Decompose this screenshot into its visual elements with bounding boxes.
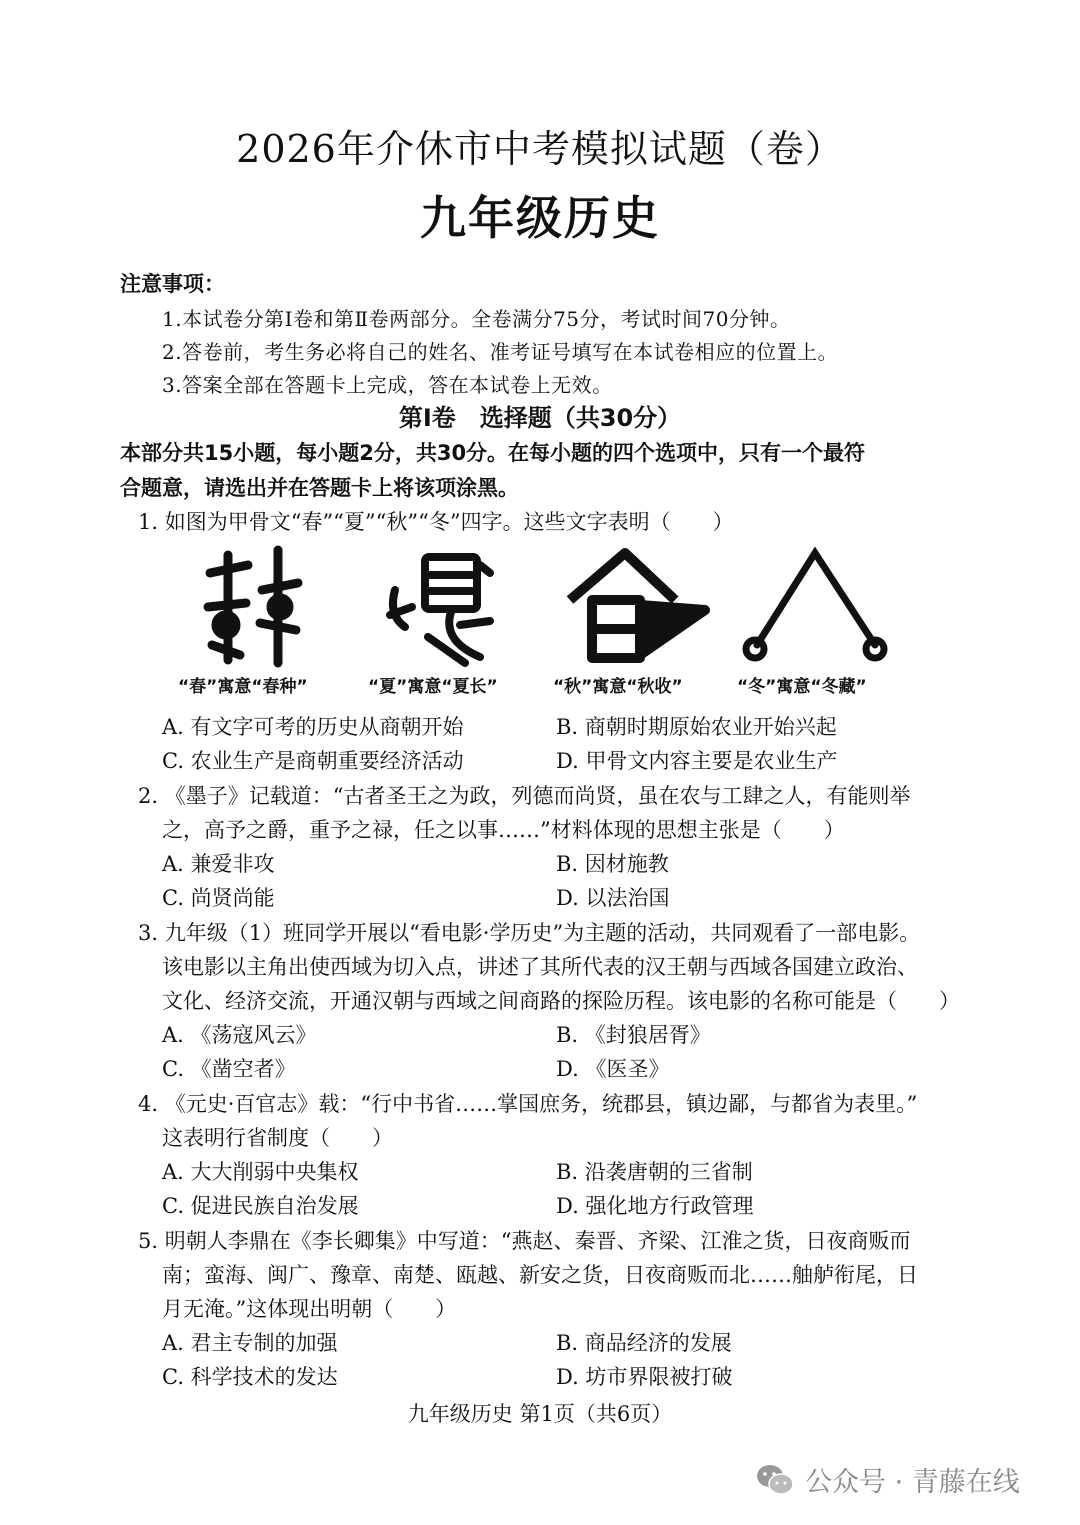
question-5-option: C. 科学技术的发达 — [162, 1365, 338, 1389]
question-2-option: B. 因材施教 — [556, 852, 669, 876]
watermark-text: 公众号 · 青藤在线 — [805, 1467, 1020, 1498]
question-4-stem: 这表明行省制度（ ） — [162, 1126, 393, 1150]
question-3-option: D. 《医圣》 — [556, 1057, 670, 1081]
glyph-caption: “秋”寓意“秋收” — [553, 677, 683, 697]
section-intro: 本部分共15小题，每小题2分，共30分。在每小题的四个选项中，只有一个最符 — [120, 441, 866, 465]
notice-item: 2.答卷前，考生务必将自己的姓名、准考证号填写在本试卷相应的位置上。 — [162, 340, 839, 364]
exam-title: 2026年介休市中考模拟试题（卷） — [236, 127, 844, 171]
wechat-icon — [755, 1462, 795, 1498]
question-3-option: A. 《荡寇风云》 — [162, 1023, 317, 1047]
question-5-option: B. 商品经济的发展 — [556, 1331, 732, 1355]
oracle-spring-glyph — [208, 550, 298, 663]
question-1-option: D. 甲骨文内容主要是农业生产 — [556, 749, 838, 773]
question-5-option: D. 坊市界限被打破 — [556, 1365, 733, 1389]
question-2-option: D. 以法治国 — [556, 886, 670, 910]
question-5-stem: 南；蛮海、闽广、豫章、南楚、瓯越、新安之货，日夜商贩而北……舳舻衔尾，日 — [162, 1263, 918, 1287]
question-4-option: B. 沿袭唐朝的三省制 — [556, 1160, 753, 1184]
watermark — [755, 1460, 1020, 1499]
section-title: 第Ⅰ卷 选择题（共30分） — [398, 404, 682, 432]
question-2-option: C. 尚贤尚能 — [162, 886, 275, 910]
question-1-option: C. 农业生产是商朝重要经济活动 — [162, 749, 464, 773]
notice-heading: 注意事项： — [120, 272, 225, 296]
question-2-stem: 之，高予之爵，重予之禄，任之以事……”材料体现的思想主张是（ ） — [162, 818, 845, 842]
question-1-option: A. 有文字可考的历史从商朝开始 — [162, 715, 464, 739]
oracle-summer-glyph — [390, 557, 490, 663]
question-4-option: A. 大大削弱中央集权 — [162, 1160, 359, 1184]
question-4-stem: 4. 《元史·百官志》载：“行中书省……掌国庶务，统郡县，镇边鄙，与都省为表里。” — [138, 1092, 918, 1116]
notice-item: 1.本试卷分第Ⅰ卷和第Ⅱ卷两部分。全卷满分75分，考试时间70分钟。 — [162, 307, 791, 331]
oracle-winter-glyph — [746, 553, 884, 658]
question-4-option: C. 促进民族自治发展 — [162, 1194, 359, 1218]
question-2-option: A. 兼爱非攻 — [162, 852, 275, 876]
glyph-caption: “春”寓意“春种” — [178, 677, 308, 697]
question-1-option: B. 商朝时期原始农业开始兴起 — [556, 715, 837, 739]
question-3-stem: 3. 九年级（1）班同学开展以“看电影·学历史”为主题的活动，共同观看了一部电影。 — [138, 921, 921, 945]
notice-item: 3.答案全部在答题卡上完成，答在本试卷上无效。 — [162, 373, 613, 397]
question-4-option: D. 强化地方行政管理 — [556, 1194, 754, 1218]
question-3-stem: 该电影以主角出使西域为切入点，讲述了其所代表的汉王朝与西域各国建立政治、 — [162, 955, 918, 979]
glyph-caption: “冬”寓意“冬藏” — [737, 677, 867, 697]
question-3-option: C. 《凿空者》 — [162, 1057, 296, 1081]
section-intro: 合题意，请选出并在答题卡上将该项涂黑。 — [120, 476, 519, 500]
oracle-autumn-glyph — [570, 553, 705, 658]
question-2-stem: 2. 《墨子》记载道：“古者圣王之为政，列德而尚贤，虽在农与工肆之人，有能则举 — [138, 784, 911, 808]
exam-subject: 九年级历史 — [420, 191, 660, 245]
question-5-option: A. 君主专制的加强 — [162, 1331, 338, 1355]
glyph-caption: “夏”寓意“夏长” — [368, 677, 498, 697]
page-footer: 九年级历史 第1页（共6页） — [407, 1402, 673, 1426]
oracle-bone-glyphs — [190, 545, 890, 670]
question-5-stem: 月无淹。”这体现出明朝（ ） — [162, 1297, 457, 1321]
question-1-stem: 1. 如图为甲骨文“春”“夏”“秋”“冬”四字。这些文字表明（ ） — [138, 510, 734, 534]
question-3-stem: 文化、经济交流，开通汉朝与西域之间商路的探险历程。该电影的名称可能是（ ） — [162, 989, 960, 1013]
question-3-option: B. 《封狼居胥》 — [556, 1023, 711, 1047]
question-5-stem: 5. 明朝人李鼎在《李长卿集》中写道：“燕赵、秦晋、齐梁、江淮之货，日夜商贩而 — [138, 1229, 911, 1253]
